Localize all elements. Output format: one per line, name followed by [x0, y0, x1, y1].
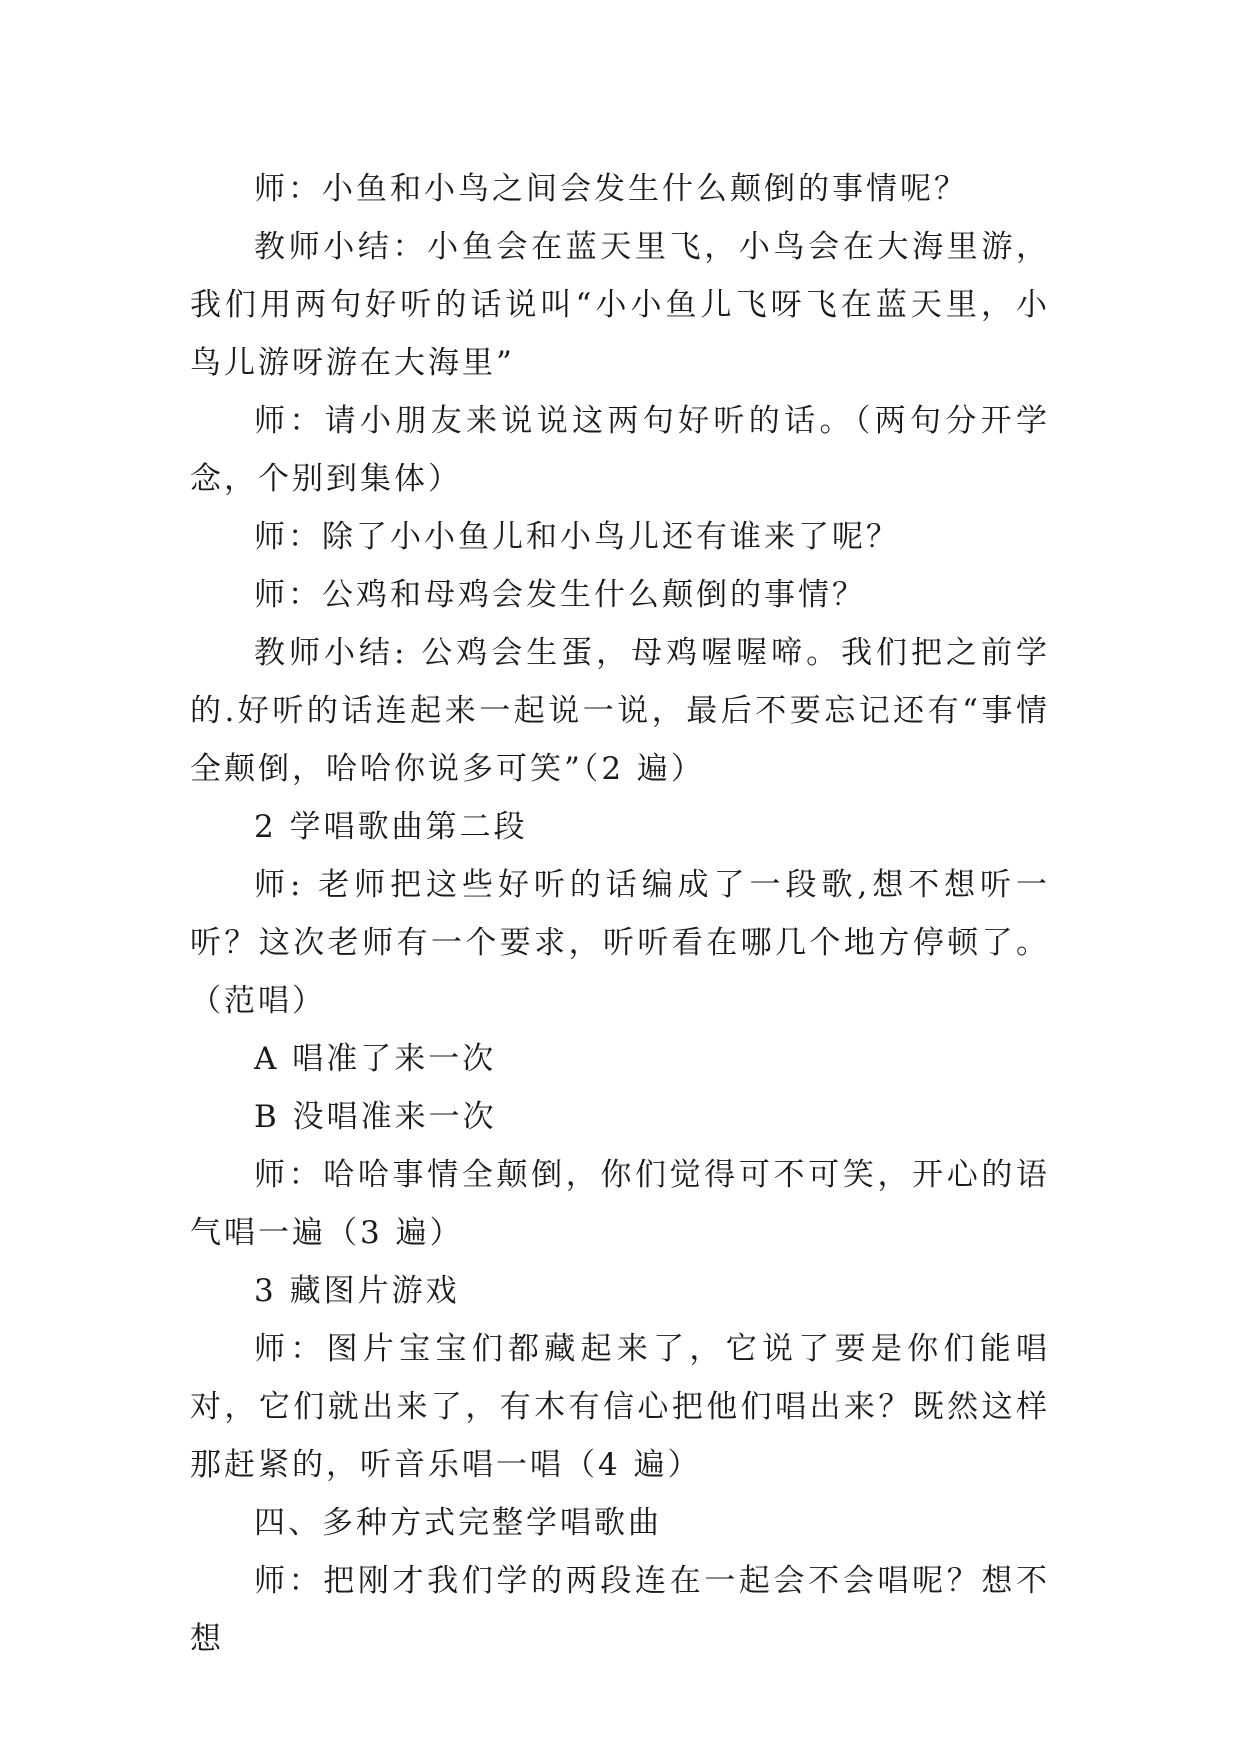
paragraph: 教师小结: 公鸡会生蛋，母鸡喔喔啼。我们把之前学的.好听的话连起来一起说一说，最后不要忘记还有“事情全颠倒，哈哈你说多可笑”（2 遍）	[190, 635, 1050, 787]
list-item: B 没唱准来一次	[254, 1099, 497, 1135]
paragraph: 师：把刚才我们学的两段连在一起会不会唱呢？想不想	[190, 1563, 1050, 1657]
paragraph: 师: 老师把这些好听的话编成了一段歌,想不想听一听？这次老师有一个要求，听听看在哪几个地方停顿了。（范唱）	[190, 867, 1050, 1019]
paragraph: 师：图片宝宝们都藏起来了，它说了要是你们能唱对，它们就出来了，有木有信心把他们唱出来？既然这样那赶紧的，听音乐唱一唱（4 遍）	[190, 1331, 1050, 1483]
paragraph: 师：请小朋友来说说这两句好听的话。（两句分开学念，个别到集体）	[190, 403, 1050, 497]
paragraph: 师：除了小小鱼儿和小鸟儿还有谁来了呢？	[254, 519, 900, 555]
section-heading: 2 学唱歌曲第二段	[254, 809, 528, 845]
paragraph: 师：哈哈事情全颠倒，你们觉得可不可笑，开心的语气唱一遍（3 遍）	[190, 1157, 1050, 1251]
paragraph: 教师小结：小鱼会在蓝天里飞，小鸟会在大海里游，我们用两句好听的话说叫“小小鱼儿飞呀飞在蓝天里，小鸟儿游呀游在大海里”	[190, 229, 1050, 381]
paragraph: 师：公鸡和母鸡会发生什么颠倒的事情？	[254, 577, 866, 613]
paragraph: 师：小鱼和小鸟之间会发生什么颠倒的事情呢？	[254, 171, 968, 207]
document-page	[190, 160, 1050, 1668]
section-heading: 四、多种方式完整学唱歌曲	[254, 1505, 662, 1541]
section-heading: 3 藏图片游戏	[254, 1273, 460, 1309]
list-item: A 唱准了来一次	[254, 1041, 497, 1077]
